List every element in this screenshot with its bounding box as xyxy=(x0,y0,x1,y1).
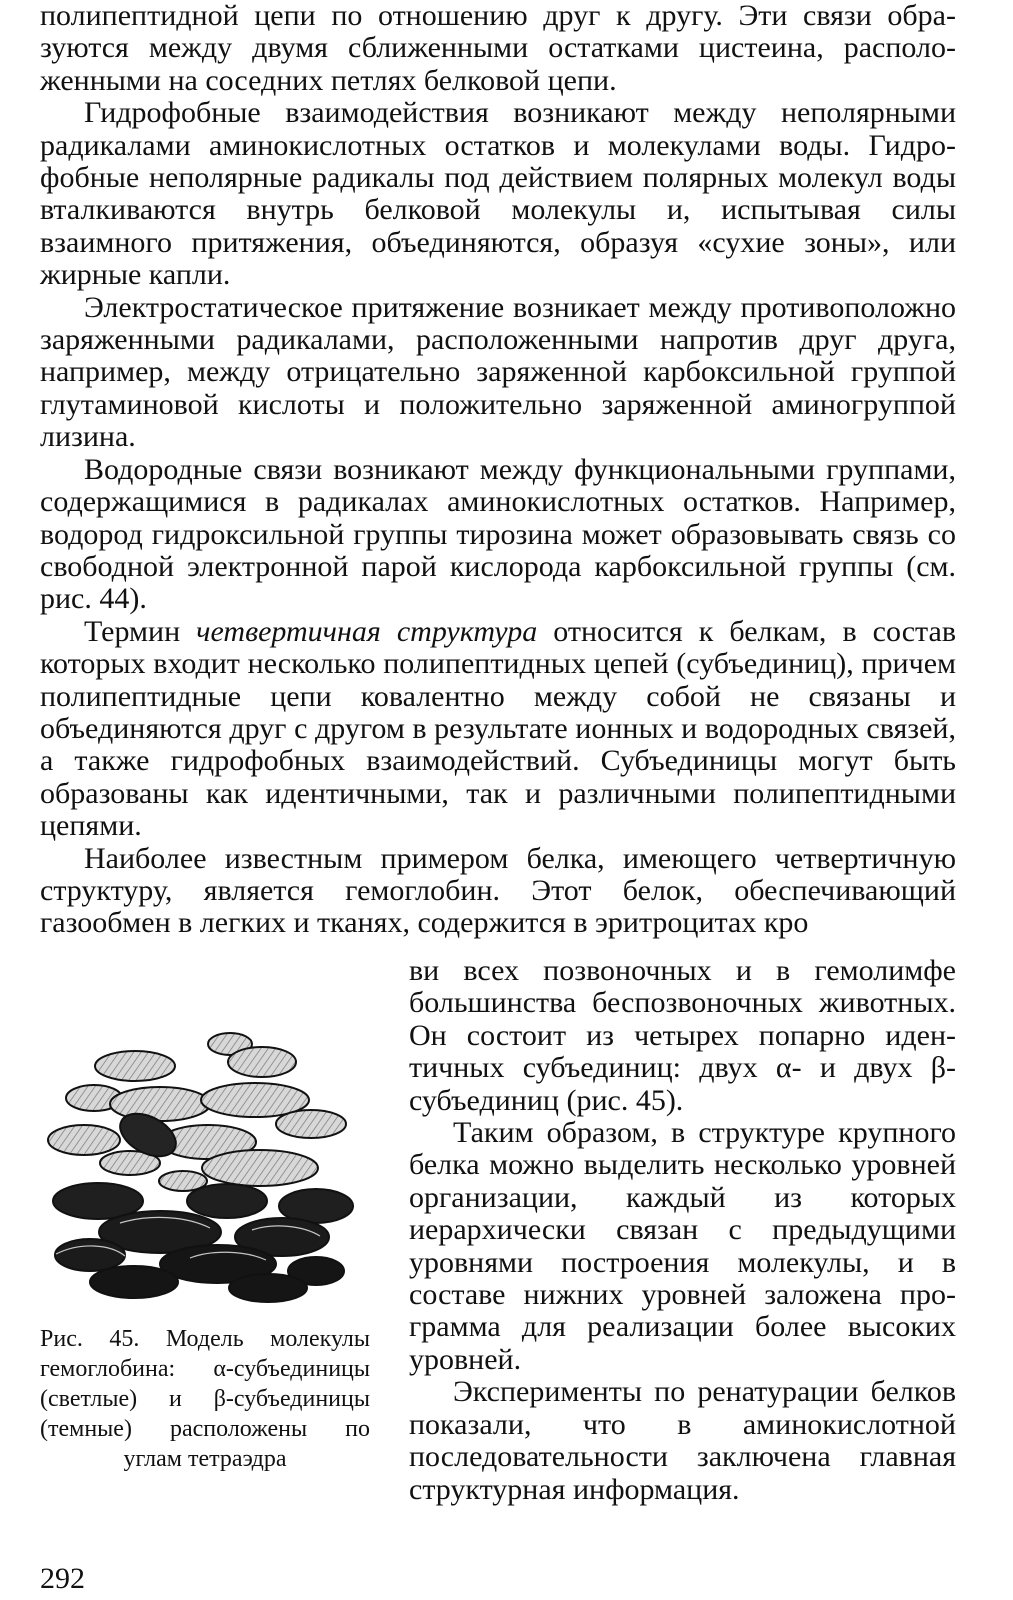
paragraph-renaturation: Эксперименты по ренатурации белков показали, что в аминокислотной последовательности заключена главная структурная информация. xyxy=(409,1375,956,1506)
light-alpha-subunits xyxy=(48,1033,346,1191)
quaternary-term: четвертичная структура xyxy=(196,614,538,648)
main-text-top xyxy=(40,0,956,940)
paragraph-electrostatic-attraction: Электростатическое притяжение возникает между противоположно заряженными радикалами, расположенными напротив друг друга, например, между отрицательно заряженной карбоксильной группой глутаминовой кислоты и положительно заряженной аминогруппой лизина. xyxy=(40,290,956,454)
quaternary-text-after: относится к белкам, в состав которых входит несколько полипептидных цепей (субъединиц), причем полипептидные цепи ковалентно между собой не связаны и объединяются друг с другом в результате ионных и водородных связей, а также гидрофобных взаимодействий. Субъединицы могут быть образованы как идентичными, так и различными полипептидными цепями. xyxy=(40,614,956,843)
hemoglobin-model-illustration xyxy=(40,1018,370,1308)
page-number: 292 xyxy=(40,1562,85,1595)
paragraph-hydrogen-bonds: Водородные связи возникают между функциональными группами, содержащимися в радикалах аминокислотных остатков. Например, водород гидроксильной группы тирозина может образовывать связь со свободной электронной парой кислорода карбоксильной группы (см. рис. 44). xyxy=(40,452,956,616)
paragraph-quaternary-structure xyxy=(40,616,956,843)
paragraph-protein-levels: Таким образом, в структуре крупного белка можно выделить несколько уровней организации, каждый из которых иерархически связан с предыдущими уровнями построения молекулы, и в составе нижних уровней заложена программа для реализации более высоких уровней. xyxy=(409,1116,956,1376)
book-page xyxy=(40,0,956,1600)
paragraph-hemoglobin-continuation: ви всех позвоночных и в гемолимфе большинства беспозвоночных животных. Он состоит из четырех попарно идентичных субъединиц: двух α- и двух β-субъединиц (рис. 45). xyxy=(409,954,956,1117)
paragraph-hemoglobin-intro: Наиболее известным примером белка, имеющего четвертичную структуру, является гемоглобин. Этот белок, обеспечивающий газообмен в легких и тканях, содержится в эритроцитах кро xyxy=(40,841,956,940)
paragraph-hydrophobic-interactions: Гидрофобные взаимодействия возникают между неполярными радикалами аминокислотных остатков и молекулами воды. Гидрофобные неполярные радикалы под действием полярных молекул воды вталкиваются внутрь белковой молекулы и, испытывая силы взаимного притяжения, объединяются, образуя «сухие зоны», или жирные капли. xyxy=(40,96,956,292)
figure-45 xyxy=(40,1018,370,1474)
paragraph-disulfide-bonds: полипептидной цепи по отношению друг к другу. Эти связи образуются между двумя сближенными остатками цистеина, расположенными на соседних петлях белковой цепи. xyxy=(40,0,956,97)
right-text-column xyxy=(409,955,956,1506)
figure-caption: Рис. 45. Модель молекулы гемоглобина: α-субъединицы (светлые) и β-субъединицы (темные) расположены по углам тетраэдра xyxy=(40,1326,370,1472)
quaternary-text-before: Термин xyxy=(84,614,197,648)
